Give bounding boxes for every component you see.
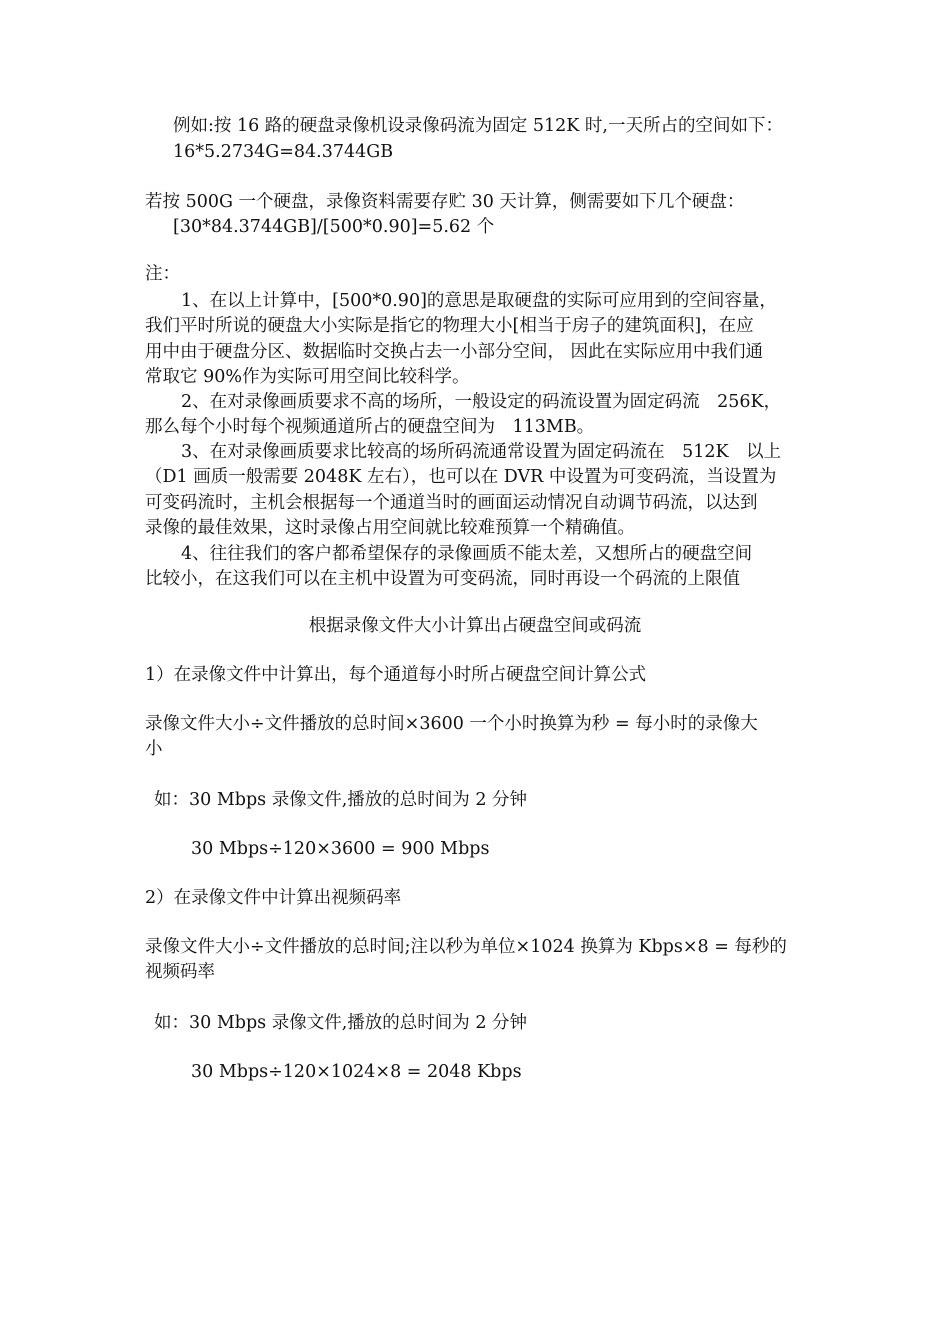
section-1-example: 如：30 Mbps 录像文件,播放的总时间为 2 分钟 (154, 790, 528, 810)
example-line-2: 16*5.2734G=84.3744GB (173, 142, 394, 162)
section-1-formula-line-1: 录像文件大小÷文件播放的总时间×3600 一个小时换算为秒 = 每小时的录像大 (145, 714, 758, 734)
note-1-line-1: 1、在以上计算中，[500*0.90]的意思是取硬盘的实际可应用到的空间容量， (181, 291, 777, 311)
section-2-calculation: 30 Mbps÷120×1024×8 = 2048 Kbps (191, 1062, 522, 1082)
note-2-line-1: 2、在对录像画质要求不高的场所，一般设定的码流设置为固定码流 256K， (181, 392, 782, 412)
note-1-line-4: 常取它 90%作为实际可用空间比较科学。 (145, 367, 470, 387)
section-title: 根据录像文件大小计算出占硬盘空间或码流 (308, 616, 642, 636)
note-3-line-4: 录像的最佳效果，这时录像占用空间就比较难预算一个精确值。 (145, 518, 635, 538)
disk-count-line-2: [30*84.3744GB]/[500*0.90]=5.62 个 (173, 217, 495, 237)
example-line-1: 例如:按 16 路的硬盘录像机设录像码流为固定 512K 时,一天所占的空间如下： (173, 116, 783, 136)
section-2-heading: 2）在录像文件中计算出视频码率 (145, 888, 402, 908)
section-2-formula-line-2: 视频码率 (145, 962, 215, 982)
section-2-example: 如：30 Mbps 录像文件,播放的总时间为 2 分钟 (154, 1013, 528, 1033)
notes-heading: 注： (145, 264, 180, 284)
section-2-formula-line-1: 录像文件大小÷文件播放的总时间;注以秒为单位×1024 换算为 Kbps×8 = 每秒的 (145, 937, 787, 957)
section-1-formula-line-2: 小 (145, 739, 163, 759)
note-2-line-2: 那么每个小时每个视频通道所占的硬盘空间为 113MB。 (145, 417, 595, 437)
section-1-calculation: 30 Mbps÷120×3600 = 900 Mbps (191, 839, 490, 859)
note-1-line-3: 用中由于硬盘分区、数据临时交换占去一小部分空间， 因此在实际应用中我们通 (145, 342, 764, 362)
disk-count-line-1: 若按 500G 一个硬盘，录像资料需要存贮 30 天计算，侧需要如下几个硬盘： (145, 192, 745, 212)
note-3-line-1: 3、在对录像画质要求比较高的场所码流通常设置为固定码流在 512K 以上 (181, 442, 782, 462)
note-1-line-2: 我们平时所说的硬盘大小实际是指它的物理大小[相当于房子的建筑面积]，在应 (145, 316, 754, 336)
note-3-line-3: 可变码流时，主机会根据每一个通道当时的画面运动情况自动调节码流，以达到 (145, 493, 758, 513)
note-4-line-1: 4、往往我们的客户都希望保存的录像画质不能太差，又想所占的硬盘空间 (181, 544, 753, 564)
note-3-line-2: （D1 画质一般需要 2048K 左右），也可以在 DVR 中设置为可变码流，当设置为 (145, 467, 777, 487)
section-1-heading: 1）在录像文件中计算出，每个通道每小时所占硬盘空间计算公式 (145, 665, 647, 685)
note-4-line-2: 比较小，在这我们可以在主机中设置为可变码流，同时再设一个码流的上限值 (145, 569, 740, 589)
